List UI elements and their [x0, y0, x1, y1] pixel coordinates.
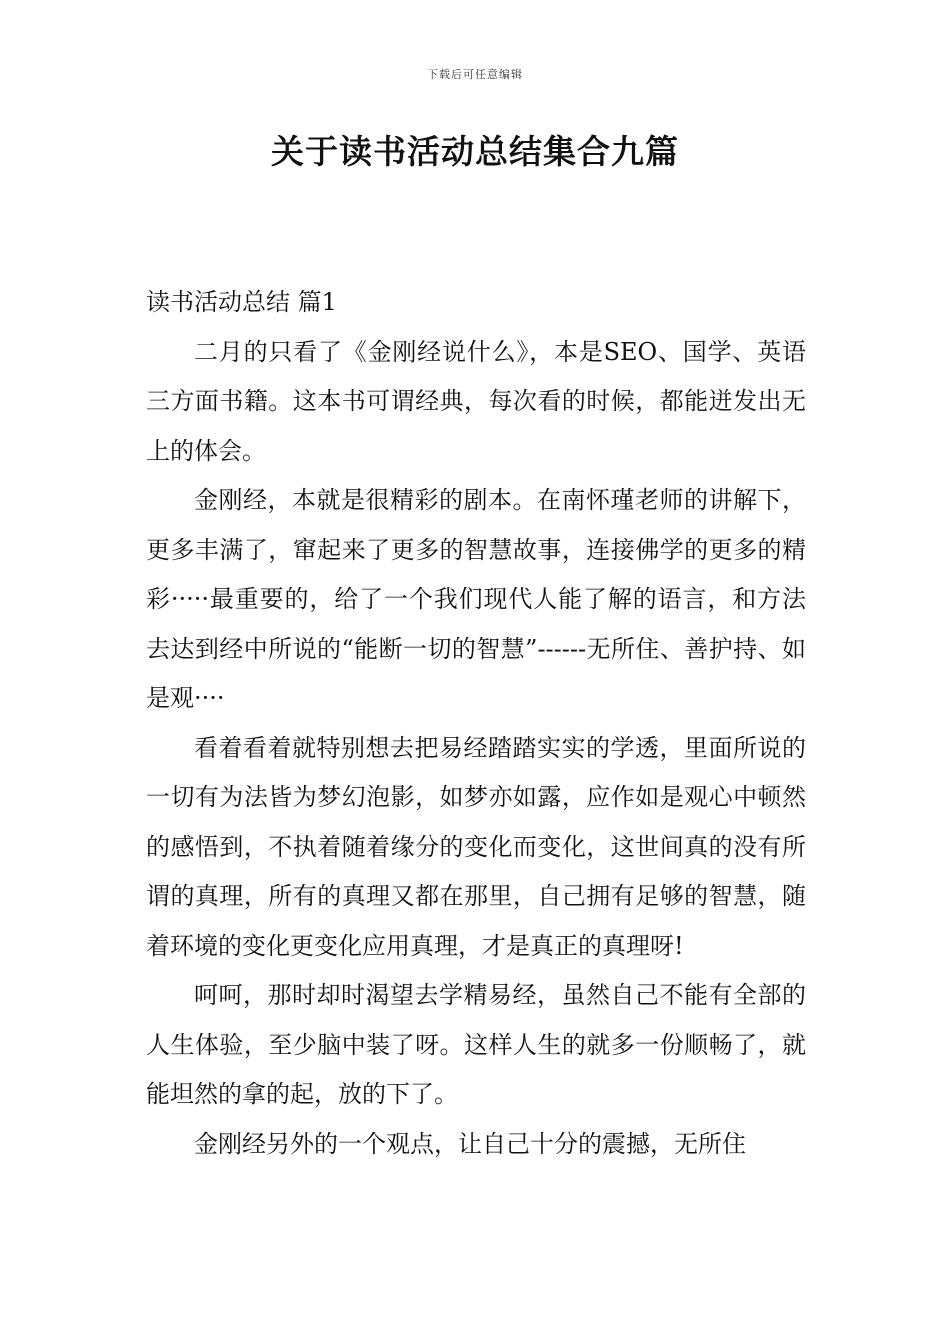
paragraph-4: 呵呵，那时却时渴望去学精易经，虽然自己不能有全部的人生体验，至少脑中装了呀。这样人生的就多一份顺畅了，就能坦然的拿的起，放的下了。 — [146, 981, 806, 1108]
paragraph-3: 看着看着就特别想去把易经踏踏实实的学透，里面所说的一切有为法皆为梦幻泡影，如梦亦如露，应作如是观心中顿然的感悟到，不执着随着缘分的变化而变化，这世间真的没有所谓的真理，所有的真理又都在那里，自己拥有足够的智慧，随着环境的变化更变化应用真理，才是真正的真理呀! — [146, 733, 806, 960]
paragraph-1: 二月的只看了《金刚经说什么》，本是SEO、国学、英语三方面书籍。这本书可谓经典，每次看的时候，都能迸发出无上的体会。 — [146, 337, 806, 465]
document-title: 关于读书活动总结集合九篇 — [271, 132, 679, 171]
paragraph-5: 金刚经另外的一个观点，让自己十分的震撼，无所住 — [194, 1129, 746, 1158]
section-heading: 读书活动总结 篇1 — [146, 288, 337, 316]
paragraph-2: 金刚经，本就是很精彩的剧本。在南怀瑾老师的讲解下，更多丰满了，窜起来了更多的智慧故事，连接佛学的更多的精彩·····最重要的，给了一个我们现代人能了解的语言，和方法去达到经中所说的“能断一切的智慧”------无所住、善护持、如是观···· — [146, 486, 806, 712]
document-body — [146, 278, 806, 1169]
header-note: 下载后可任意编辑 — [427, 68, 523, 81]
